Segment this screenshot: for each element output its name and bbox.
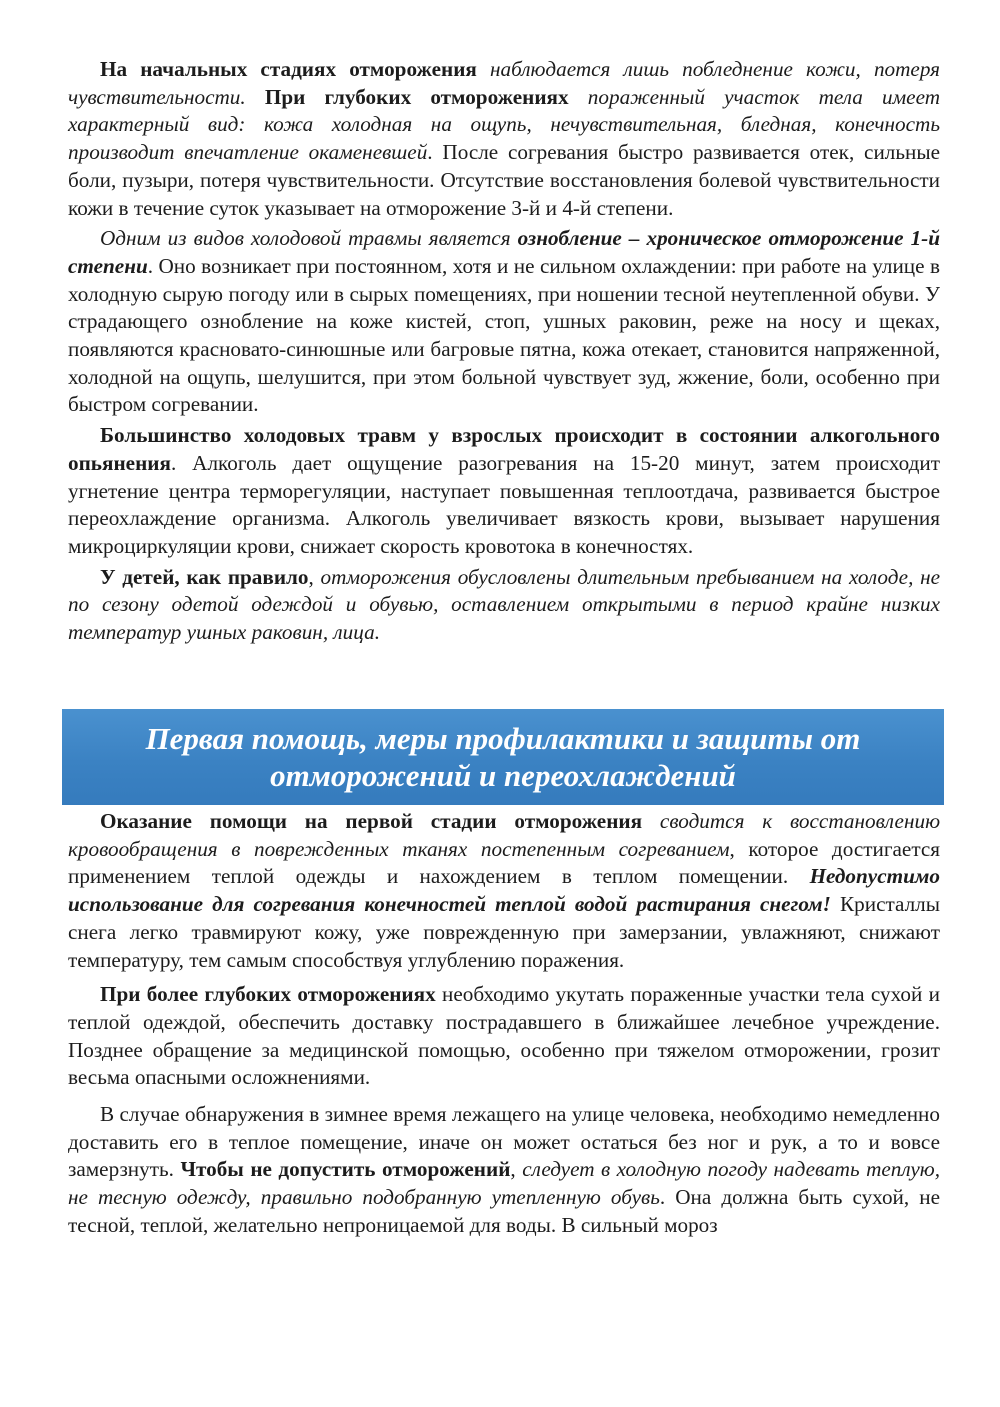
paragraph-children <box>68 564 940 647</box>
section-heading-line-1: Первая помощь, меры профилактики и защиты от <box>145 721 861 756</box>
body-text: , <box>510 1157 523 1182</box>
bold-italic-text: ознобление – хроническое отморожение 1-й степени <box>68 226 941 278</box>
body-text: . После согревания быстро развивается отек, сильные боли, пузыри, потеря чувствительности. Отсутствие восстановления болевой чувствительности кожи в течение суток указывает на отморожение 3-й и 4-й степени. <box>68 140 940 220</box>
paragraph-prevention <box>68 1101 940 1240</box>
bold-text: Оказание помощи на первой стадии отморожения <box>100 809 643 833</box>
section-frostbite-description <box>68 56 940 647</box>
body-text: , которое достигается применением теплой одежды и нахождением в теплом помещении. <box>68 836 940 889</box>
paragraph-frostbite-stages <box>68 56 940 222</box>
section-first-aid <box>68 808 940 1240</box>
bold-text: Большинство холодовых травм у взрослых происходит в состоянии алкогольного опьянения <box>68 423 940 475</box>
italic-text: следует в холодную погоду надевать теплую, не тесную одежду, правильно подобранную утепленную обувь <box>68 1157 940 1210</box>
bold-text: Чтобы не допустить отморожений <box>180 1157 511 1182</box>
section-heading-banner <box>62 709 944 805</box>
bold-text: На начальных стадиях отморожения <box>100 57 477 81</box>
body-text: В случае обнаружения в зимнее время лежащего на улице человека, необходимо немедленно доставить его в теплое помещение, иначе он может остаться без ног и рук, а то и вовсе замерзнуть. <box>68 1102 940 1182</box>
body-text: необходимо укутать пораженные участки тела сухой и теплой одеждой, обеспечить доставку пострадавшего в ближайшее лечебное учреждение. Позднее обращение за медицинской помощью, особенно при тяжелом отморожении, грозит весьма опасными осложнениями. <box>68 982 940 1090</box>
paragraph-chilblains <box>68 225 940 419</box>
bold-text: У детей, как правило <box>100 564 309 589</box>
body-text: . Алкоголь дает ощущение разогревания на 15-20 минут, затем происходит угнетение центра терморегуляции, наступает повышенная теплоотдача, развивается быстрое переохлаждение организма. Алкоголь увеличивает вязкость крови, вызывает нарушения микроциркуляции крови, снижает скорость кровотока в конечностях. <box>68 450 940 558</box>
paragraph-deep-frostbite <box>68 981 940 1092</box>
body-text: Кристаллы снега легко травмируют кожу, уже поврежденную при замерзании, увлажняют, снижают температуру, тем самым способствуя углублению поражения. <box>68 892 940 972</box>
italic-text: Одним из видов холодовой травмы является <box>100 226 518 251</box>
italic-text: пораженный участок тела имеет характерный вид: кожа холодная на ощупь, нечувствительная, бледная, конечность производит впечатление окаменевшей <box>68 84 941 165</box>
italic-text: отморожения обусловлены длительным пребыванием на холоде, не по сезону одетой одеждой и обувью, оставлением открытыми в период крайне низких температур ушных раковин, лица. <box>68 564 941 645</box>
body-text: . Оно возникает при постоянном, хотя и не сильном охлаждении: при работе на улице в холодную сырую погоду или в сырых помещениях, при ношении тесной неутепленной обуви. У страдающего ознобление на коже кистей, стоп, ушных раковин, реже на носу и щеках, появляются красновато-синюшные или багровые пятна, кожа отекает, становится напряженной, холодной на ощупь, шелушится, при этом больной чувствует зуд, жжение, боли, особенно при быстром согревании. <box>68 253 940 417</box>
paragraph-alcohol <box>68 422 940 561</box>
italic-text: наблюдается лишь побледнение кожи, потеря чувствительности. <box>68 57 940 109</box>
paragraph-first-stage-help <box>68 808 940 974</box>
italic-text: сводится к восстановлению кровообращения в поврежденных тканях постепенным согреванием <box>68 809 941 861</box>
section-heading-line-2: отморожений и переохлаждений <box>270 758 736 793</box>
body-text: , <box>308 564 321 589</box>
bold-text: При глубоких отморожениях <box>264 84 569 109</box>
bold-text: При более глубоких отморожениях <box>100 982 436 1007</box>
warning-text: Недопустимо использование для согревания конечностей теплой водой растирания снегом! <box>68 864 940 917</box>
body-text: . Она должна быть сухой, не тесной, теплой, желательно непроницаемой для воды. В сильный мороз <box>68 1185 940 1237</box>
